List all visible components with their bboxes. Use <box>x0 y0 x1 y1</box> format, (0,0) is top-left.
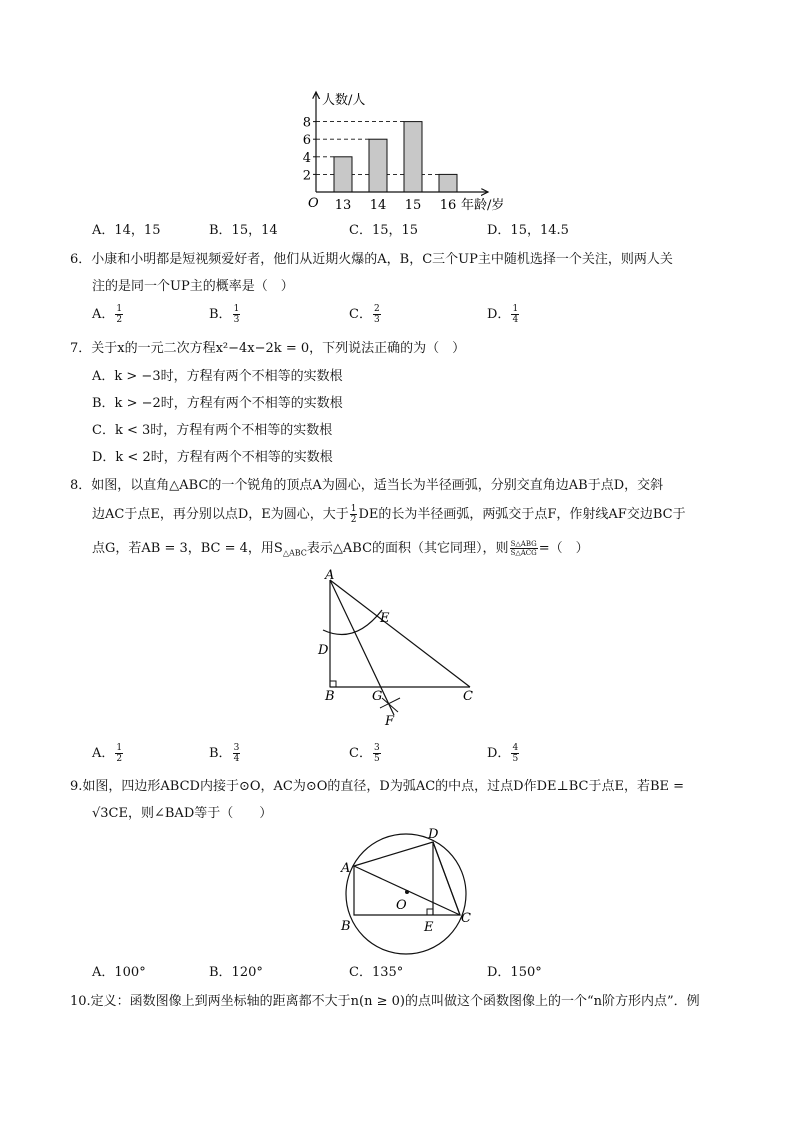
q8-option-b[interactable]: B． $\frac{3}{4}$ <box>209 743 240 764</box>
origin-label: O <box>308 196 319 211</box>
q6-stem-line2: 注的是同一个UP主的概率是（ ） <box>92 279 294 294</box>
label-d: D <box>428 827 439 842</box>
x-tick-14: 14 <box>369 198 387 213</box>
label-a: A <box>325 568 335 583</box>
q8-option-c[interactable]: C． $\frac{3}{5}$ <box>349 743 380 764</box>
bar-14 <box>369 139 387 192</box>
q5-option-c[interactable]: C．15，15 <box>349 223 419 238</box>
q8-option-d[interactable]: D． $\frac{4}{5}$ <box>487 743 519 764</box>
q6-option-b[interactable]: B． $\frac{1}{3}$ <box>209 304 240 325</box>
y-tick-6: 6 <box>302 133 311 149</box>
circle-o <box>346 834 466 954</box>
q9-stem-line2: √3CE，则∠BAD等于（ ） <box>92 806 273 821</box>
label-e: E <box>380 611 390 626</box>
label-e: E <box>424 920 434 935</box>
x-tick-15: 15 <box>404 198 422 213</box>
q8-stem-line1: 8．如图，以直角△ABC的一个锐角的顶点A为圆心，适当长为半径画弧，分别交直角边AB于点D，交斜 <box>70 478 664 493</box>
q7-option-c[interactable]: C．k < 3时，方程有两个不相等的实数根 <box>92 423 333 438</box>
bar-13 <box>334 157 352 192</box>
right-angle-mark <box>427 909 433 915</box>
q8-triangle-figure <box>310 570 485 730</box>
q5-option-d[interactable]: D．15，14.5 <box>487 223 569 238</box>
q9-circle-figure <box>338 822 478 962</box>
q9-stem-line1: 9.如图，四边形ABCD内接于⊙O，AC为⊙O的直径，D为弧AC的中点，过点D作DE⊥BC于点E，若BE = <box>70 779 685 794</box>
q8-option-a[interactable]: A． $\frac{1}{2}$ <box>92 743 123 764</box>
y-axis-label: 人数/人 <box>322 93 366 108</box>
ray-af <box>330 580 394 715</box>
age-bar-chart <box>296 88 505 216</box>
q9-option-a[interactable]: A．100° <box>92 965 146 980</box>
q9-option-b[interactable]: B．120° <box>209 965 263 980</box>
label-b: B <box>341 919 351 934</box>
x-axis-label: 年龄/岁 <box>461 198 505 213</box>
q7-stem: 7．关于x的一元二次方程x²−4x−2k = 0，下列说法正确的为（ ） <box>70 341 466 356</box>
q6-option-c[interactable]: C． $\frac{2}{3}$ <box>349 304 380 325</box>
q6-option-d[interactable]: D． $\frac{1}{4}$ <box>487 304 519 325</box>
x-tick-16: 16 <box>439 198 457 213</box>
q7-option-a[interactable]: A．k > −3时，方程有两个不相等的实数根 <box>92 369 343 384</box>
q6-stem-line1: 6．小康和小明都是短视频爱好者，他们从近期火爆的A，B，C三个UP主中随机选择一个关注，则两人关 <box>70 252 673 267</box>
q5-option-b[interactable]: B．15，14 <box>209 223 278 238</box>
label-f: F <box>385 714 395 729</box>
bar-16 <box>439 174 457 192</box>
q8-stem-line3: 点G，若AB = 3，BC = 4，用$S_{\triangle ABC}$表示△ABC的面积（其它同理），则 $\frac{\text{S△ABG}}{\text{S△ACG}}$ =（ ） <box>92 540 589 558</box>
q8-stem-line2: 边AC于点E，再分别以点D，E为圆心，大于 $\frac{1}{2}$ DE的长为半径画弧，两弧交于点F，作射线AF交边BC于 <box>92 504 686 525</box>
center-dot <box>405 890 409 894</box>
label-c: C <box>461 911 471 926</box>
q5-option-a[interactable]: A．14，15 <box>92 223 161 238</box>
y-tick-8: 8 <box>302 115 311 131</box>
label-a: A <box>341 861 351 876</box>
q7-option-b[interactable]: B．k > −2时，方程有两个不相等的实数根 <box>92 396 343 411</box>
y-tick-4: 4 <box>302 150 311 166</box>
right-angle-mark <box>330 681 336 687</box>
label-g: G <box>372 689 383 704</box>
label-c: C <box>463 689 473 704</box>
q9-option-d[interactable]: D．150° <box>487 965 542 980</box>
q9-option-c[interactable]: C．135° <box>349 965 404 980</box>
x-tick-13: 13 <box>334 198 352 213</box>
label-b: B <box>325 689 335 704</box>
q10-stem-line1: 10.定义：函数图像上到两坐标轴的距离都不大于n(n ≥ 0)的点叫做这个函数图像上的一个“n阶方形内点”．例 <box>70 994 700 1009</box>
label-d: D <box>318 643 329 658</box>
q6-option-a[interactable]: A． $\frac{1}{2}$ <box>92 304 123 325</box>
quadrilateral-abcd <box>354 842 460 915</box>
y-tick-2: 2 <box>302 168 311 184</box>
bar-15 <box>404 122 422 192</box>
label-o: O <box>396 898 407 913</box>
q7-option-d[interactable]: D．k < 2时，方程有两个不相等的实数根 <box>92 450 333 465</box>
